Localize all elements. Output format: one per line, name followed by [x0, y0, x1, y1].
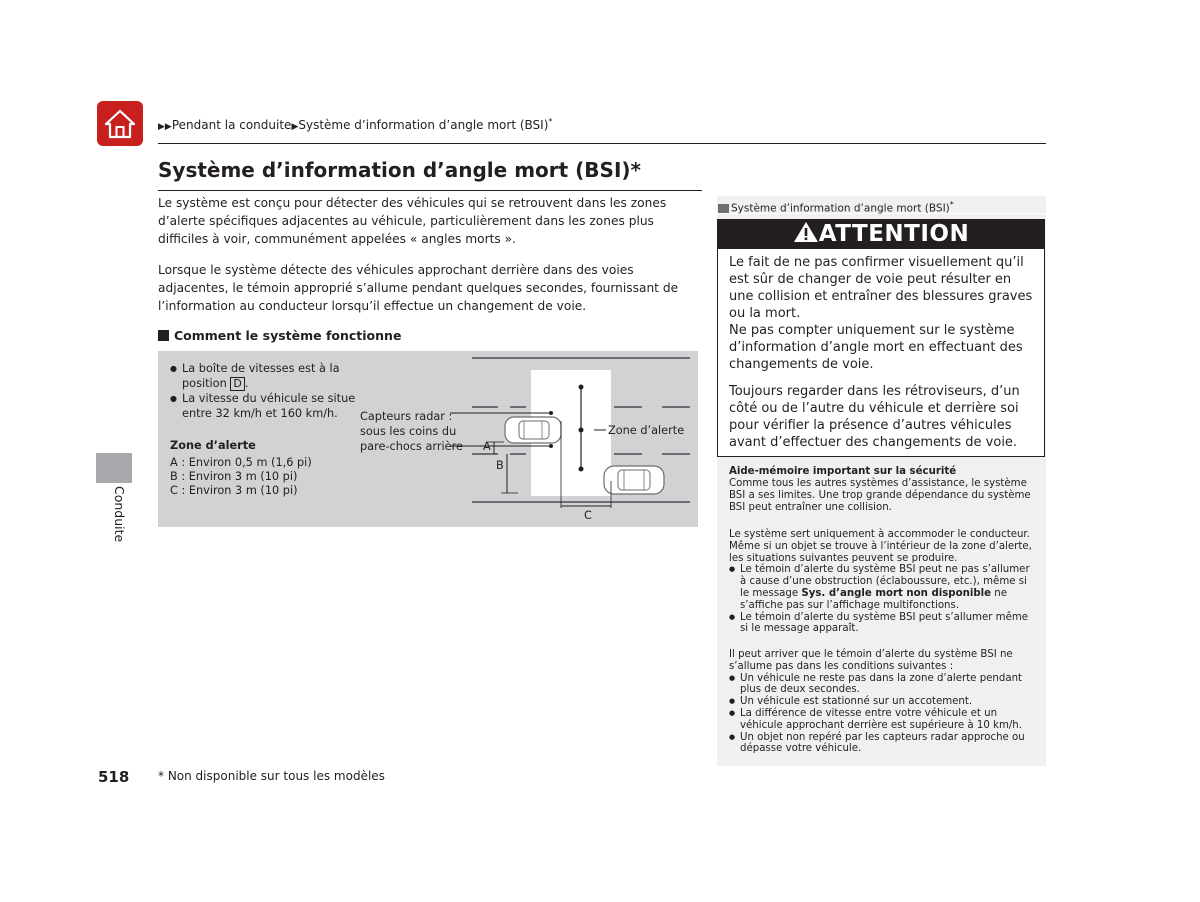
note-2: Il peut arriver que le témoin d’alerte du système BSI ne s’allume pas dans les conditions suivantes : ● Un véhicule ne reste pas dans la zone d’alerte pendant plus de deux secondes. ● Un véhicule est stationné sur un accotement. ● La différence de vitesse entre votre véhicule et un véhicule approchant derrière est supérieure à 10 km/h. ● Un objet non repéré par les capteurs radar approche ou dépasse votre véhicule.	[729, 649, 1037, 755]
triangle-icon: ▶	[291, 122, 299, 132]
double-triangle-icon: ▶▶	[158, 122, 172, 132]
reminder-title: Aide-mémoire important sur la sécurité	[729, 466, 957, 477]
page-title: Système d’information d’angle mort (BSI)*	[158, 158, 641, 182]
home-icon	[103, 107, 137, 140]
warning-text-2: Ne pas compter uniquement sur le système d’information d’angle mort en effectuant des changements de voie.	[729, 323, 1023, 372]
dim-a-label: A	[483, 440, 491, 453]
gear-d-key: D	[230, 377, 244, 391]
warning-text-1: Le fait de ne pas confirmer visuellement qu’il est sûr de changer de voie peut résulter en une collision et entraîner des blessures graves ou la mort.	[729, 255, 1033, 321]
road-drawing	[158, 351, 698, 527]
note-1-bullet-2: ● Le témoin d’alerte du système BSI peut s’allumer même si le message apparaît.	[729, 612, 1037, 636]
intro-paragraph-2: Lorsque le système détecte des véhicules approchant derrière dans des voies adjacentes, le témoin approprié s’allume pendant quelques secondes, fournissant de l’information au conducteur lorsqu’il effectue un changement de voie.	[158, 263, 679, 313]
header-rule	[158, 143, 1046, 144]
note-2-bullet-2: ● Un véhicule est stationné sur un accotement.	[729, 696, 1037, 708]
own-car-icon	[505, 417, 561, 443]
zone-b: B : Environ 3 m (10 pi)	[170, 470, 298, 483]
bsi-diagram	[158, 351, 698, 527]
note-2-bullet-4: ● Un objet non repéré par les capteurs radar approche ou dépasse votre véhicule.	[729, 732, 1037, 756]
reference-arrow-icon	[718, 204, 729, 213]
page-number: 518	[98, 768, 130, 786]
dim-b-label: B	[496, 459, 504, 472]
zone-c: C : Environ 3 m (10 pi)	[170, 484, 298, 497]
breadcrumb-item-bsi[interactable]: Système d’information d’angle mort (BSI)	[298, 118, 549, 132]
note-2-bullet-1: ● Un véhicule ne reste pas dans la zone d’alerte pendant plus de deux secondes.	[729, 673, 1037, 697]
section-heading: Comment le système fonctionne	[158, 328, 401, 343]
breadcrumb-item-driving[interactable]: Pendant la conduite	[171, 118, 292, 132]
zone-label: Zone d’alerte	[608, 424, 685, 437]
warning-triangle-icon	[793, 221, 819, 243]
condition-1: ● La boîte de vitesses est à la position D .	[170, 361, 360, 391]
home-button[interactable]	[97, 101, 143, 146]
footnote: * Non disponible sur tous les modèles	[158, 769, 385, 783]
attention-header: ATTENTION	[718, 220, 1044, 249]
note-1: Le système sert uniquement à accommoder le conducteur. Même si un objet se trouve à l’intérieur de la zone d’alerte, les situations suivantes peuvent se produire. ● Le témoin d’alerte du système BSI peut ne pas s’allumer à cause d’une obstruction (éclaboussure, etc.), même si le message Sys. d’angle mort non disponible ne s’affiche pas sur l’affichage multifonctions. ● Le témoin d’alerte du système BSI peut s’allumer même si le message apparaît.	[729, 529, 1037, 635]
title-rule	[158, 190, 702, 191]
dim-c-label: C	[584, 509, 592, 522]
zone-title: Zone d’alerte	[170, 439, 256, 452]
sensor-label: Capteurs radar : sous les coins du pare-chocs arrière	[360, 410, 463, 453]
warning-text-3: Toujours regarder dans les rétroviseurs, d’un côté ou de l’autre du véhicule et derrière soi pour vérifier la présence d’autres véhicules avant d’effectuer des changements de voie.	[729, 384, 1020, 450]
note-2-bullet-3: ● La différence de vitesse entre votre véhicule et un véhicule approchant derrière est supérieure à 10 km/h.	[729, 708, 1037, 732]
chapter-tab[interactable]	[96, 453, 132, 483]
title-asterisk: *	[630, 158, 641, 182]
zone-a: A : Environ 0,5 m (1,6 pi)	[170, 456, 312, 469]
chapter-label: Conduite	[112, 486, 127, 543]
panel-header[interactable]: Système d’information d’angle mort (BSI)*	[717, 196, 1046, 214]
breadcrumb-asterisk: *	[548, 117, 553, 126]
breadcrumb	[158, 117, 552, 132]
intro-paragraph-1: Le système est conçu pour détecter des véhicules qui se retrouvent dans les zones d’alerte spécifiques adjacentes au véhicule, particulièrement dans les zones plus difficiles à voir, communément appelées « angles morts ».	[158, 196, 667, 246]
approaching-car-icon	[604, 466, 664, 494]
square-bullet-icon	[158, 330, 169, 341]
note-1-bullet-1: ● Le témoin d’alerte du système BSI peut ne pas s’allumer à cause d’une obstruction (éclaboussure, etc.), même si le message Sys. d’angle mort non disponible ne s’affiche pas sur l’affichage multifonctions.	[729, 564, 1037, 611]
reminder-text: Comme tous les autres systèmes d’assistance, le système BSI a ses limites. Une trop grande dépendance du système BSI peut entraîner une collision.	[729, 478, 1031, 513]
condition-2: ● La vitesse du véhicule se situe entre 32 km/h et 160 km/h.	[170, 391, 362, 421]
